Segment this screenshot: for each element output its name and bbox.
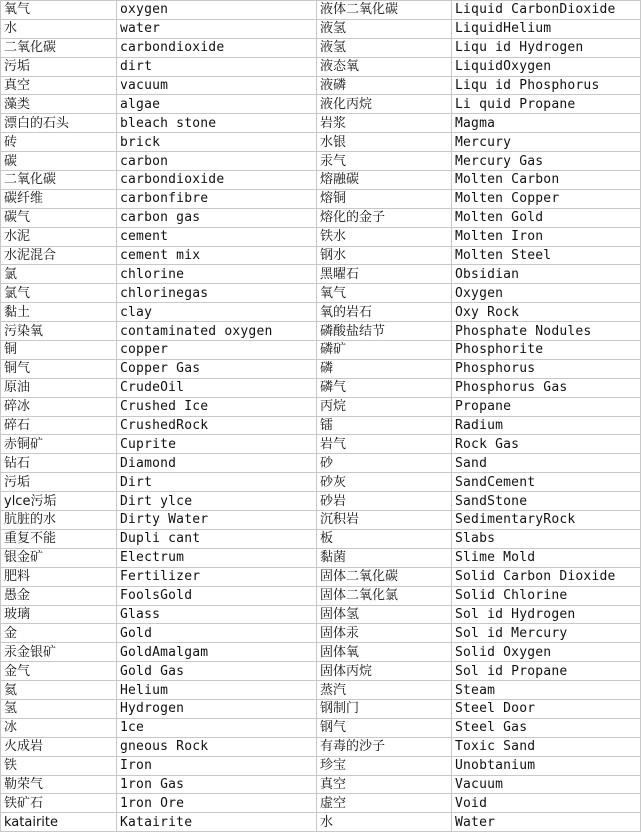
- english-name-cell: cement: [117, 227, 317, 246]
- chinese-name-cell: 钢水: [317, 246, 452, 265]
- table-row: [1, 681, 641, 700]
- table-row: [1, 435, 641, 454]
- english-name-cell: Steel Door: [452, 699, 641, 718]
- table-row: [1, 794, 641, 813]
- chinese-name-cell: 碳: [1, 152, 117, 171]
- english-name-cell: Liquid CarbonDioxide: [452, 1, 641, 20]
- table-row: [1, 322, 641, 341]
- table-row: [1, 662, 641, 681]
- table-row: [1, 246, 641, 265]
- chinese-name-cell: 砖: [1, 133, 117, 152]
- table-row: [1, 303, 641, 322]
- chinese-name-cell: 愚金: [1, 586, 117, 605]
- english-name-cell: chlorine: [117, 265, 317, 284]
- chinese-name-cell: 勒荣气: [1, 775, 117, 794]
- chinese-name-cell: 污垢: [1, 57, 117, 76]
- table-row: [1, 189, 641, 208]
- chinese-name-cell: 碎冰: [1, 397, 117, 416]
- english-name-cell: 1ron Gas: [117, 775, 317, 794]
- chinese-name-cell: 丙烷: [317, 397, 452, 416]
- english-name-cell: Sol id Mercury: [452, 624, 641, 643]
- table-row: [1, 529, 641, 548]
- table-row: [1, 737, 641, 756]
- english-name-cell: Sand: [452, 454, 641, 473]
- english-name-cell: algae: [117, 95, 317, 114]
- chinese-name-cell: 真空: [317, 775, 452, 794]
- english-name-cell: Copper Gas: [117, 359, 317, 378]
- chinese-name-cell: 真空: [1, 76, 117, 95]
- table-row: [1, 95, 641, 114]
- english-name-cell: Iron: [117, 756, 317, 775]
- chinese-name-cell: 污染氧: [1, 322, 117, 341]
- chinese-name-cell: 砂灰: [317, 473, 452, 492]
- english-name-cell: Solid Carbon Dioxide: [452, 567, 641, 586]
- english-name-cell: 1ce: [117, 718, 317, 737]
- english-name-cell: Slabs: [452, 529, 641, 548]
- chinese-name-cell: 熔化的金子: [317, 208, 452, 227]
- chinese-name-cell: 珍宝: [317, 756, 452, 775]
- table-row: [1, 284, 641, 303]
- chinese-name-cell: ylce污垢: [1, 492, 117, 511]
- english-name-cell: Katairite: [117, 813, 317, 832]
- table-row: [1, 227, 641, 246]
- chinese-name-cell: 磷气: [317, 378, 452, 397]
- table-row: [1, 756, 641, 775]
- chinese-name-cell: 液态氧: [317, 57, 452, 76]
- english-name-cell: Steam: [452, 681, 641, 700]
- chinese-name-cell: 黏菌: [317, 548, 452, 567]
- chinese-name-cell: 铁: [1, 756, 117, 775]
- chinese-name-cell: 黑曜石: [317, 265, 452, 284]
- english-name-cell: vacuum: [117, 76, 317, 95]
- chinese-name-cell: 金气: [1, 662, 117, 681]
- chinese-name-cell: 氧气: [1, 1, 117, 20]
- english-name-cell: contaminated oxygen: [117, 322, 317, 341]
- chinese-name-cell: 固体氧: [317, 643, 452, 662]
- chinese-name-cell: 氧的岩石: [317, 303, 452, 322]
- chinese-name-cell: 氯: [1, 265, 117, 284]
- english-name-cell: Propane: [452, 397, 641, 416]
- table-row: [1, 511, 641, 530]
- chinese-name-cell: 固体二氧化碳: [317, 567, 452, 586]
- chinese-name-cell: 银金矿: [1, 548, 117, 567]
- chinese-name-cell: 碎石: [1, 416, 117, 435]
- english-name-cell: Water: [452, 813, 641, 832]
- english-name-cell: carbon gas: [117, 208, 317, 227]
- english-name-cell: Molten Steel: [452, 246, 641, 265]
- chinese-name-cell: 汞气: [317, 152, 452, 171]
- english-name-cell: LiquidOxygen: [452, 57, 641, 76]
- english-name-cell: Molten Carbon: [452, 171, 641, 190]
- chinese-name-cell: 水泥: [1, 227, 117, 246]
- english-name-cell: Dupli cant: [117, 529, 317, 548]
- chinese-name-cell: 镭: [317, 416, 452, 435]
- chinese-name-cell: 液氢: [317, 19, 452, 38]
- english-name-cell: Dirt ylce: [117, 492, 317, 511]
- table-row: [1, 19, 641, 38]
- chinese-name-cell: 熔融碳: [317, 171, 452, 190]
- table-row: [1, 378, 641, 397]
- english-name-cell: carbonfibre: [117, 189, 317, 208]
- english-name-cell: Mercury Gas: [452, 152, 641, 171]
- chinese-name-cell: 冰: [1, 718, 117, 737]
- table-row: [1, 265, 641, 284]
- english-name-cell: Sol id Propane: [452, 662, 641, 681]
- chinese-name-cell: 虚空: [317, 794, 452, 813]
- english-name-cell: dirt: [117, 57, 317, 76]
- chinese-name-cell: 氦: [1, 681, 117, 700]
- english-name-cell: bleach stone: [117, 114, 317, 133]
- table-row: [1, 586, 641, 605]
- table-row: [1, 492, 641, 511]
- english-name-cell: Phosphorite: [452, 341, 641, 360]
- chinese-name-cell: 固体汞: [317, 624, 452, 643]
- table-row: [1, 718, 641, 737]
- english-name-cell: carbondioxide: [117, 171, 317, 190]
- table-row: [1, 775, 641, 794]
- chinese-name-cell: 原油: [1, 378, 117, 397]
- english-name-cell: Phosphorus: [452, 359, 641, 378]
- english-name-cell: Sol id Hydrogen: [452, 605, 641, 624]
- chinese-name-cell: 碳气: [1, 208, 117, 227]
- english-name-cell: Phosphorus Gas: [452, 378, 641, 397]
- chinese-name-cell: 液氢: [317, 38, 452, 57]
- chinese-name-cell: 金: [1, 624, 117, 643]
- english-name-cell: carbondioxide: [117, 38, 317, 57]
- english-name-cell: Phosphate Nodules: [452, 322, 641, 341]
- chinese-name-cell: 磷酸盐结节: [317, 322, 452, 341]
- table-row: [1, 1, 641, 20]
- chinese-name-cell: 污垢: [1, 473, 117, 492]
- chinese-name-cell: 水泥混合: [1, 246, 117, 265]
- english-name-cell: Dirty Water: [117, 511, 317, 530]
- table-row: [1, 341, 641, 360]
- table-row: [1, 473, 641, 492]
- chinese-name-cell: 二氧化碳: [1, 171, 117, 190]
- english-name-cell: Helium: [117, 681, 317, 700]
- chinese-name-cell: 肥料: [1, 567, 117, 586]
- chinese-name-cell: 玻璃: [1, 605, 117, 624]
- english-name-cell: Molten Iron: [452, 227, 641, 246]
- english-name-cell: Unobtanium: [452, 756, 641, 775]
- english-name-cell: chlorinegas: [117, 284, 317, 303]
- chinese-name-cell: 铜气: [1, 359, 117, 378]
- chinese-name-cell: 铁水: [317, 227, 452, 246]
- english-name-cell: water: [117, 19, 317, 38]
- chinese-name-cell: 氧气: [317, 284, 452, 303]
- english-name-cell: Slime Mold: [452, 548, 641, 567]
- english-name-cell: Rock Gas: [452, 435, 641, 454]
- chinese-name-cell: 铁矿石: [1, 794, 117, 813]
- english-name-cell: Oxy Rock: [452, 303, 641, 322]
- english-name-cell: Diamond: [117, 454, 317, 473]
- english-name-cell: Mercury: [452, 133, 641, 152]
- chinese-name-cell: 钢气: [317, 718, 452, 737]
- english-name-cell: Dirt: [117, 473, 317, 492]
- chinese-name-cell: 铜: [1, 341, 117, 360]
- table-row: [1, 454, 641, 473]
- english-name-cell: carbon: [117, 152, 317, 171]
- table-row: [1, 548, 641, 567]
- english-name-cell: Molten Copper: [452, 189, 641, 208]
- english-name-cell: SandStone: [452, 492, 641, 511]
- table-row: [1, 813, 641, 832]
- chinese-name-cell: 液磷: [317, 76, 452, 95]
- english-name-cell: Magma: [452, 114, 641, 133]
- english-name-cell: copper: [117, 341, 317, 360]
- english-name-cell: Liqu id Hydrogen: [452, 38, 641, 57]
- chinese-name-cell: 火成岩: [1, 737, 117, 756]
- chinese-name-cell: 水: [317, 813, 452, 832]
- english-name-cell: CrudeOil: [117, 378, 317, 397]
- table-row: [1, 133, 641, 152]
- english-name-cell: Crushed Ice: [117, 397, 317, 416]
- english-name-cell: SandCement: [452, 473, 641, 492]
- chinese-name-cell: 藻类: [1, 95, 117, 114]
- english-name-cell: CrushedRock: [117, 416, 317, 435]
- english-name-cell: Li quid Propane: [452, 95, 641, 114]
- table-row: [1, 114, 641, 133]
- table-row: [1, 699, 641, 718]
- table-row: [1, 38, 641, 57]
- english-name-cell: LiquidHelium: [452, 19, 641, 38]
- chinese-name-cell: 固体丙烷: [317, 662, 452, 681]
- english-name-cell: Solid Chlorine: [452, 586, 641, 605]
- chinese-name-cell: 水银: [317, 133, 452, 152]
- chinese-name-cell: 钻石: [1, 454, 117, 473]
- chinese-name-cell: 板: [317, 529, 452, 548]
- chinese-name-cell: 蒸汽: [317, 681, 452, 700]
- chinese-name-cell: 沉积岩: [317, 511, 452, 530]
- chinese-name-cell: 液化丙烷: [317, 95, 452, 114]
- table-row: [1, 208, 641, 227]
- chinese-name-cell: 漂白的石头: [1, 114, 117, 133]
- english-name-cell: Cuprite: [117, 435, 317, 454]
- chinese-name-cell: 碳纤维: [1, 189, 117, 208]
- chinese-name-cell: 砂岩: [317, 492, 452, 511]
- chinese-name-cell: 重复不能: [1, 529, 117, 548]
- english-name-cell: Oxygen: [452, 284, 641, 303]
- english-name-cell: Hydrogen: [117, 699, 317, 718]
- chinese-name-cell: 固体氢: [317, 605, 452, 624]
- english-name-cell: SedimentaryRock: [452, 511, 641, 530]
- english-name-cell: Void: [452, 794, 641, 813]
- english-name-cell: Vacuum: [452, 775, 641, 794]
- chinese-name-cell: 水: [1, 19, 117, 38]
- chinese-name-cell: 砂: [317, 454, 452, 473]
- table-row: [1, 416, 641, 435]
- table-row: [1, 359, 641, 378]
- chinese-name-cell: 液体二氧化碳: [317, 1, 452, 20]
- english-name-cell: Obsidian: [452, 265, 641, 284]
- chinese-name-cell: 磷: [317, 359, 452, 378]
- english-name-cell: clay: [117, 303, 317, 322]
- table-row: [1, 624, 641, 643]
- english-name-cell: Solid Oxygen: [452, 643, 641, 662]
- english-name-cell: Steel Gas: [452, 718, 641, 737]
- english-name-cell: Radium: [452, 416, 641, 435]
- chinese-name-cell: 肮脏的水: [1, 511, 117, 530]
- english-name-cell: gneous Rock: [117, 737, 317, 756]
- english-name-cell: cement mix: [117, 246, 317, 265]
- chinese-name-cell: 有毒的沙子: [317, 737, 452, 756]
- english-name-cell: Fertilizer: [117, 567, 317, 586]
- english-name-cell: oxygen: [117, 1, 317, 20]
- table-row: [1, 152, 641, 171]
- english-name-cell: Gold Gas: [117, 662, 317, 681]
- table-row: [1, 57, 641, 76]
- chinese-name-cell: 熔铜: [317, 189, 452, 208]
- chinese-name-cell: 岩浆: [317, 114, 452, 133]
- chinese-name-cell: 固体二氧化氯: [317, 586, 452, 605]
- english-name-cell: GoldAmalgam: [117, 643, 317, 662]
- english-name-cell: Glass: [117, 605, 317, 624]
- chinese-name-cell: 氯气: [1, 284, 117, 303]
- chinese-name-cell: 赤铜矿: [1, 435, 117, 454]
- chinese-name-cell: 黏土: [1, 303, 117, 322]
- chinese-name-cell: 磷矿: [317, 341, 452, 360]
- chinese-name-cell: 汞金银矿: [1, 643, 117, 662]
- english-name-cell: 1ron Ore: [117, 794, 317, 813]
- english-name-cell: Toxic Sand: [452, 737, 641, 756]
- chinese-name-cell: 二氧化碳: [1, 38, 117, 57]
- english-name-cell: Gold: [117, 624, 317, 643]
- chinese-name-cell: katairite: [1, 813, 117, 832]
- table-row: [1, 605, 641, 624]
- table-row: [1, 567, 641, 586]
- chinese-name-cell: 岩气: [317, 435, 452, 454]
- translation-table-body: [1, 1, 641, 832]
- chinese-name-cell: 氢: [1, 699, 117, 718]
- english-name-cell: FoolsGold: [117, 586, 317, 605]
- table-row: [1, 397, 641, 416]
- table-row: [1, 76, 641, 95]
- english-name-cell: brick: [117, 133, 317, 152]
- english-name-cell: Liqu id Phosphorus: [452, 76, 641, 95]
- chinese-name-cell: 钢制门: [317, 699, 452, 718]
- english-name-cell: Molten Gold: [452, 208, 641, 227]
- table-row: [1, 171, 641, 190]
- english-name-cell: Electrum: [117, 548, 317, 567]
- table-row: [1, 643, 641, 662]
